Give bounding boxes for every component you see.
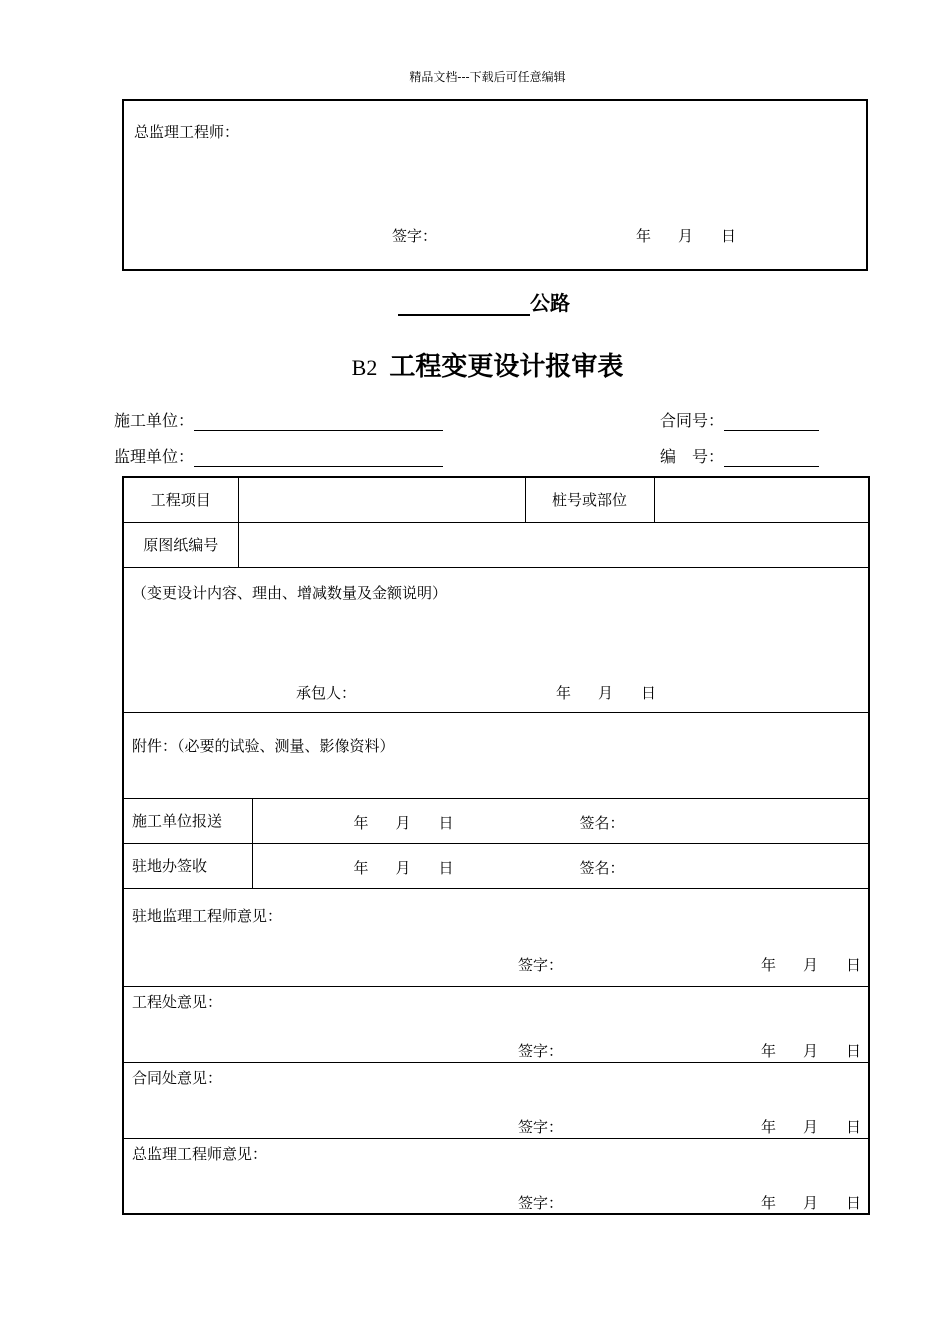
contract-no-field[interactable] bbox=[724, 412, 819, 431]
contract-opinion-label: 合同处意见： bbox=[132, 1068, 223, 1087]
form-name: 工程变更设计报审表 bbox=[389, 352, 624, 382]
construction-unit-field[interactable] bbox=[194, 412, 443, 431]
sign-label: 签字： bbox=[392, 227, 438, 245]
day-label: 日 bbox=[846, 1041, 862, 1060]
receive-label: 驻地办签收 bbox=[132, 857, 208, 875]
month-label: 月 bbox=[395, 858, 411, 877]
month-label: 月 bbox=[803, 1193, 819, 1212]
attachments-cell[interactable] bbox=[123, 712, 869, 798]
sign-name-label: 签名： bbox=[579, 858, 625, 877]
attachments-label: 附件：（必要的试验、测量、影像资料） bbox=[132, 736, 395, 755]
construction-unit-label: 施工单位： bbox=[114, 411, 195, 430]
engineering-opinion-cell[interactable] bbox=[123, 986, 869, 1062]
project-item-value[interactable] bbox=[238, 477, 525, 522]
form-title bbox=[0, 346, 950, 383]
chief-opinion-cell[interactable] bbox=[123, 1138, 869, 1214]
sign-name-label: 签名： bbox=[579, 813, 625, 832]
month-label: 月 bbox=[803, 1117, 819, 1136]
chief-engineer-box bbox=[122, 99, 868, 271]
contractor-label: 承包人： bbox=[296, 683, 357, 702]
submit-label-cell bbox=[123, 798, 252, 843]
day-label: 日 bbox=[846, 1117, 862, 1136]
drawing-no-value[interactable] bbox=[238, 522, 869, 567]
drawing-no-label-cell bbox=[123, 522, 238, 567]
change-description-label: （变更设计内容、理由、增减数量及金额说明） bbox=[132, 583, 448, 602]
year-label: 年 bbox=[353, 813, 369, 832]
supervision-unit-field[interactable] bbox=[194, 448, 443, 467]
supervision-unit-row bbox=[114, 444, 443, 467]
submit-value-cell[interactable] bbox=[252, 798, 869, 843]
form-code: B2 bbox=[351, 355, 378, 380]
sign-label: 签字： bbox=[518, 1117, 564, 1136]
header-note: 精品文档---下载后可任意编辑 bbox=[409, 70, 566, 84]
day-label: 日 bbox=[846, 955, 862, 974]
sign-label: 签字： bbox=[518, 1041, 564, 1060]
sign-label: 签字： bbox=[518, 955, 564, 974]
month-label: 月 bbox=[678, 227, 694, 245]
year-label: 年 bbox=[761, 1193, 777, 1212]
month-label: 月 bbox=[395, 813, 411, 832]
serial-no-row bbox=[660, 444, 819, 467]
day-label: 日 bbox=[721, 227, 737, 245]
serial-no-field[interactable] bbox=[724, 448, 819, 467]
submit-label: 施工单位报送 bbox=[132, 812, 223, 830]
pile-location-label-cell bbox=[525, 477, 654, 522]
year-label: 年 bbox=[556, 683, 572, 702]
year-label: 年 bbox=[761, 1117, 777, 1136]
supervision-unit-label: 监理单位： bbox=[114, 447, 195, 466]
serial-no-label: 编 号： bbox=[660, 447, 725, 466]
year-label: 年 bbox=[636, 227, 652, 245]
day-label: 日 bbox=[641, 683, 657, 702]
contract-no-row bbox=[660, 408, 819, 431]
pile-location-value[interactable] bbox=[654, 477, 869, 522]
day-label: 日 bbox=[438, 858, 454, 877]
road-heading bbox=[398, 287, 570, 316]
receive-label-cell bbox=[123, 843, 252, 888]
road-name-blank[interactable] bbox=[398, 292, 530, 316]
contract-no-label: 合同号： bbox=[660, 411, 725, 430]
contract-opinion-cell[interactable] bbox=[123, 1062, 869, 1138]
project-item-label: 工程项目 bbox=[150, 491, 211, 510]
resident-opinion-label: 驻地监理工程师意见： bbox=[132, 906, 283, 925]
construction-unit-row bbox=[114, 408, 443, 431]
month-label: 月 bbox=[598, 683, 614, 702]
year-label: 年 bbox=[353, 858, 369, 877]
month-label: 月 bbox=[803, 1041, 819, 1060]
change-design-table bbox=[122, 476, 870, 1215]
drawing-no-label: 原图纸编号 bbox=[143, 536, 219, 554]
sign-label: 签字： bbox=[518, 1193, 564, 1212]
road-suffix: 公路 bbox=[530, 291, 570, 315]
year-label: 年 bbox=[761, 955, 777, 974]
pile-location-label: 桩号或部位 bbox=[551, 491, 627, 510]
resident-opinion-cell[interactable] bbox=[123, 888, 869, 986]
month-label: 月 bbox=[803, 955, 819, 974]
receive-value-cell[interactable] bbox=[252, 843, 869, 888]
day-label: 日 bbox=[438, 813, 454, 832]
chief-engineer-label: 总监理工程师： bbox=[134, 123, 240, 141]
project-item-label-cell bbox=[123, 477, 238, 522]
day-label: 日 bbox=[846, 1193, 862, 1212]
year-label: 年 bbox=[761, 1041, 777, 1060]
chief-opinion-label: 总监理工程师意见： bbox=[132, 1144, 268, 1163]
engineering-opinion-label: 工程处意见： bbox=[132, 992, 223, 1011]
change-description-cell[interactable] bbox=[123, 567, 869, 712]
